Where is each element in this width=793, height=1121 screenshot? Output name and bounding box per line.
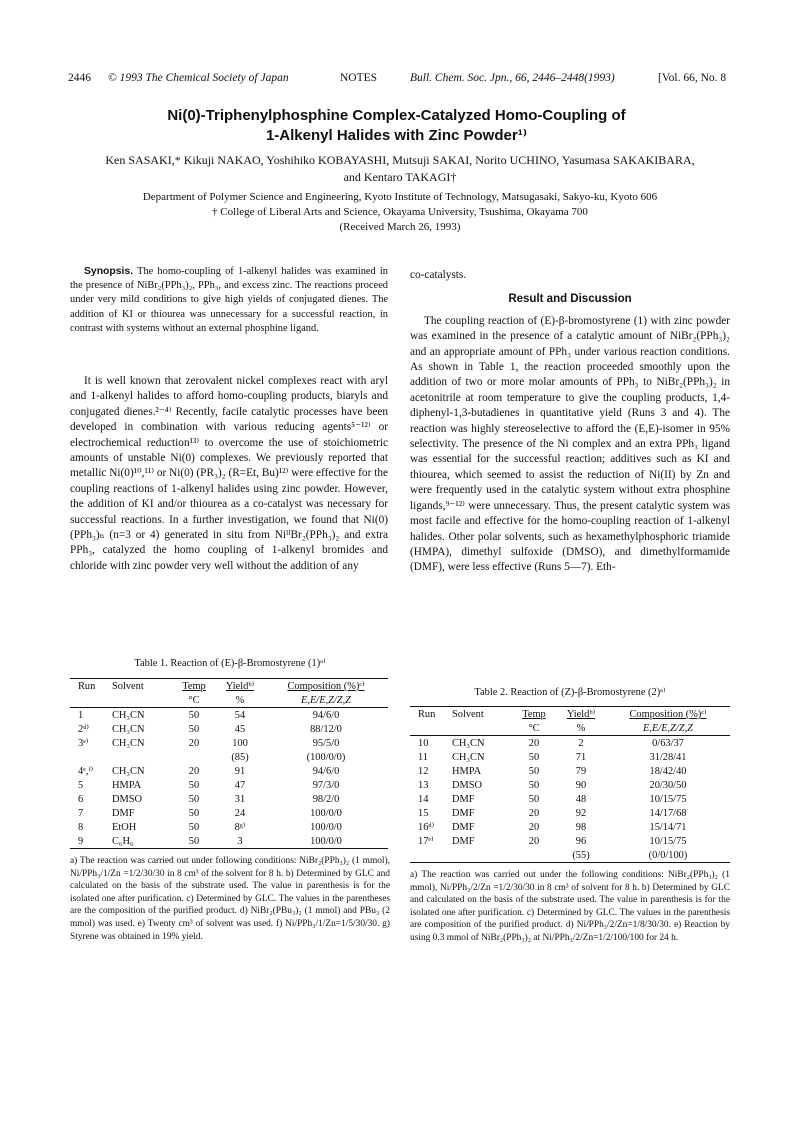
table-row (410, 750, 730, 764)
table-row-cell: 50 (188, 779, 200, 791)
table-units-row-cell: °C (172, 693, 216, 708)
table-row-cell: 14/17/68 (649, 807, 687, 819)
table-header-row-cell: Temp (512, 707, 556, 722)
table-2-footnotes: a) The reaction was carried out under the following conditions: NiBr₂(PPh₃)₂ (1 mmol), Ni/PPh₃/2/Zn =1/2/30/30 in 8 cm³ of solvent for 8 h. b) Determined by GLC and calculated on the basis of the substrate used. The value in parenthesis is for the isolated one after purification. c) Determined by GLC. The values in the parenthesis are composition of the purified product. d) Ni/PPh₃/2/Zn=1/8/30/30. e) Reaction by using 0.3 mmol of NiBr₂(PPh₃)₂ at Ni/PPh₃/2/Zn=1/2/100/100 for 24 h. (410, 870, 730, 943)
affiliations (70, 190, 730, 235)
table-row-cell: 12 (418, 765, 429, 777)
table-row-cell: 47 (234, 779, 246, 791)
table-row (410, 820, 730, 834)
authors-line-2: and Kentaro TAKAGI† (343, 170, 457, 184)
table-row (410, 806, 730, 820)
title-line-1: Ni(0)-Triphenylphosphine Complex-Catalyzed Homo-Coupling of (167, 107, 626, 124)
results-paragraph: The coupling reaction of (E)-β-bromostyrene (1) with zinc powder was examined in the presence of a catalytic amount of NiBr₂(PPh₃)₂ and an appropriate amount of PPh₃ under various reaction conditions. As shown in Table 1, the reaction proceeded smoothly upon the addition of two or more molar amounts of PPh₃ to NiBr₂(PPh₃)₂ in acetonitrile at room temperature to give the coupling products, 1,4-diphenyl-1,3-butadienes in quantitative yield (Runs 3 and 4). The reaction was highly stereoselective to afford the (E,E)-isomer in 95% selectivity. The presence of the Ni complex and an extra PPh₃ ligand was essential for the successful reaction; additives such as KI and thiourea, which seemed to assist the reduction of Ni(II) by Zn and were frequently used in the catalytic system without extra phosphine ligands,⁹⁻¹²⁾ were unnecessary. Thus, the present catalytic system was most facile and effective for the homo-coupling reaction of 1-alkenyl halides. Other polar solvents, such as hexamethylphosphoric triamide (HMPA), dimethyl sulfoxide (DMSO), and dimethylformamide (DMF), were less effective (Runs 5—7). Eth- (410, 314, 730, 574)
table-2 (410, 706, 730, 863)
table-row-cell: 14 (418, 793, 429, 805)
table-row-cell: 2ᵈ⁾ (78, 724, 89, 735)
table-row (70, 750, 388, 764)
intro-column (70, 374, 388, 574)
table-row (410, 792, 730, 806)
table-row (70, 736, 388, 750)
table-units-row-cell (450, 721, 512, 736)
table-row (70, 778, 388, 792)
table-units-row-cell (70, 693, 110, 708)
table-row-cell: 94/6/0 (312, 765, 340, 777)
table-header-row-cell: Run (70, 679, 110, 694)
table-row-cell: (85) (231, 751, 249, 763)
intro-paragraph: It is well known that zerovalent nickel complexes react with aryl and 1-alkenyl halides to afford homo-coupling products, biaryls and conjugated dienes.²⁻⁴⁾ Recently, facile catalytic processes have been developed in combination with various reducing agents⁵⁻¹²⁾ or electrochemical reduction¹³⁾ to overcome the use of stoichiometric amounts of unstable Ni(0) complexes. We previously reported that metallic Ni(0)¹⁰,¹¹⁾ or Ni(0) (PR₃)₂ (R=Et, Bu)¹²⁾ were effective for the coupling reactions of 1-alkenyl halides using zinc powder. However, the addition of KI and/or thiourea as a co-catalyst was necessary for successful reactions. In a further investigation, we found that Ni(0) (PPh₃)ₙ (n=3 or 4) generated in situ from NiᴵᴵBr₂(PPh₃)₂ and extra PPh₃, catalyzed the homo coupling of 1-alkenyl bromides and chloride with zinc powder very well without the addition of any (70, 375, 388, 572)
synopsis-text: The homo-coupling of 1-alkenyl halides was examined in the presence of NiBr₂(PPh₃)₂, PPh₃, and excess zinc. The reactions proceed under very mild conditions to give high yields of conjugated dienes. The addition of KI or thiourea was unnecessary for a successful reaction, in contrast with systems without an external phosphine ligand. (70, 266, 388, 334)
table-units-row-cell: E,E/E,Z/Z,Z (606, 721, 730, 736)
continuation-text: co-catalysts. (410, 269, 467, 281)
table-row-cell: 100/0/0 (264, 834, 388, 849)
table-row-cell: CH₃CN (112, 709, 145, 721)
table-row-cell: 50 (528, 793, 540, 805)
table-row (70, 792, 388, 806)
table-row-cell: (0/0/100) (606, 848, 730, 863)
table-row-cell: HMPA (112, 779, 142, 791)
table-row-cell: 8 (78, 821, 84, 833)
table-header-row-cell: Temp (172, 679, 216, 694)
table-row-cell: 20 (528, 807, 540, 819)
table-1-caption: Table 1. Reaction of (E)-β-Bromostyrene (1)ᵃ⁾ (134, 658, 326, 669)
table-row-cell: 90 (575, 779, 587, 791)
table-header-row (410, 707, 730, 722)
page-number: 2446 (68, 72, 91, 84)
table-row-cell: 92 (575, 807, 587, 819)
synopsis-label: Synopsis. (84, 266, 134, 277)
table-row-cell: 96 (575, 835, 587, 847)
table-row-cell: 31/28/41 (649, 751, 687, 763)
table-units-row-cell (410, 721, 450, 736)
table-row-cell: CH₃CN (112, 723, 145, 735)
table-row-cell: 20 (188, 765, 200, 777)
table-row-cell: 98/2/0 (312, 793, 340, 805)
affiliation-1: Department of Polymer Science and Engineering, Kyoto Institute of Technology, Matsugasaki, Sakyo-ku, Kyoto 606 (142, 191, 658, 203)
table-row-cell: 2 (578, 737, 584, 749)
table-row-cell: 95/5/0 (312, 737, 340, 749)
table-row-cell: 0/63/37 (652, 737, 684, 749)
table-row-cell: 50 (188, 709, 200, 721)
table-row-cell: C₆H₆ (110, 834, 172, 849)
table-row-cell (110, 750, 172, 764)
table-row (70, 834, 388, 849)
title-line-2: 1-Alkenyl Halides with Zinc Powder¹⁾ (265, 127, 528, 144)
authors-line-1: Ken SASAKI,* Kikuji NAKAO, Yoshihiko KOBAYASHI, Mutsuji SAKAI, Norito UCHINO, Yasumasa SAKAKIBARA, (105, 153, 695, 167)
table-row-cell: (55) (556, 848, 606, 863)
table-row-cell: 24 (234, 807, 246, 819)
volume-label: [Vol. 66, No. 8 (658, 72, 727, 84)
table-row-cell: 88/12/0 (310, 723, 342, 735)
table-row-cell: 10/15/75 (649, 835, 687, 847)
table-row (410, 736, 730, 751)
table-row-cell: 50 (188, 723, 200, 735)
table-units-row-cell: % (556, 721, 606, 736)
table-row-cell: 1 (78, 709, 84, 721)
table-row (70, 820, 388, 834)
table-row-cell: CH₃CN (112, 765, 145, 777)
table-row-cell: 15 (418, 807, 429, 819)
table-row-cell: 20 (188, 737, 200, 749)
table-row-cell: (100/0/0) (306, 751, 346, 763)
table-row-cell: 13 (418, 779, 429, 791)
table-row-cell: DMF (452, 793, 475, 805)
table-row-cell: 48 (575, 793, 587, 805)
received-date: (Received March 26, 1993) (339, 221, 461, 233)
table-row-cell: 20 (528, 835, 540, 847)
table-row-cell (70, 750, 110, 764)
table-row-cell: 20/30/50 (649, 779, 687, 791)
table-row-cell (410, 848, 450, 863)
table-row (410, 834, 730, 848)
table-units-row-cell (110, 693, 172, 708)
table-row-cell: 20 (528, 737, 540, 749)
table-row-cell: 5 (78, 779, 84, 791)
author-list (70, 152, 730, 186)
table-1-block (70, 657, 390, 943)
table-header-row (70, 679, 388, 694)
table-row-cell: 100/0/0 (310, 821, 342, 833)
table-row-cell: DMSO (112, 793, 143, 805)
table-row-cell: CH₃CN (452, 751, 485, 763)
table-row (70, 806, 388, 820)
table-row-cell: 3ᵉ⁾ (78, 738, 89, 749)
table-row-cell: 50 (188, 807, 200, 819)
table-row-cell: 10/15/75 (649, 793, 687, 805)
table-row-cell: 10 (418, 737, 429, 749)
table-row-cell: 50 (188, 821, 200, 833)
table-row-cell: EtOH (112, 821, 137, 833)
table-header-row-cell: Composition (%)ᶜ⁾ (606, 707, 730, 722)
table-row-cell: 4ᵉ,ᶠ⁾ (78, 766, 94, 777)
table-row-cell: 50 (172, 834, 216, 849)
results-heading: Result and Discussion (508, 293, 632, 306)
table-row-cell: HMPA (452, 765, 482, 777)
table-row-cell: 94/6/0 (312, 709, 340, 721)
table-row-cell: 50 (528, 751, 540, 763)
table-row-cell: DMF (452, 821, 475, 833)
affiliation-2: † College of Liberal Arts and Science, Okayama University, Tsushima, Okayama 700 (212, 206, 588, 218)
table-row-cell: DMF (452, 807, 475, 819)
table-row-cell: 91 (234, 765, 246, 777)
table-row-cell: 50 (188, 793, 200, 805)
table-row-cell: DMSO (452, 779, 483, 791)
table-row-cell: 20 (528, 821, 540, 833)
table-row-cell: CH₃CN (452, 737, 485, 749)
table-header-row-cell: Yieldᵇ⁾ (556, 707, 606, 722)
table-row-cell: 50 (528, 765, 540, 777)
table-header-row-cell: Yieldᵇ⁾ (216, 679, 264, 694)
table-2-caption: Table 2. Reaction of (Z)-β-Bromostyrene (2)ᵃ⁾ (474, 687, 666, 698)
table-2-block (410, 686, 730, 945)
table-row-cell: 15/14/71 (649, 821, 687, 833)
table-header-row-cell: Solvent (110, 679, 172, 694)
running-header (68, 72, 731, 90)
table-row-cell: DMF (452, 835, 475, 847)
table-row-cell: 7 (78, 807, 84, 819)
table-row-cell (172, 750, 216, 764)
table-row-cell: 97/3/0 (312, 779, 340, 791)
table-row (70, 764, 388, 778)
table-units-row-cell: % (216, 693, 264, 708)
table-row-cell (450, 848, 512, 863)
table-header-row-cell: Solvent (450, 707, 512, 722)
table-1-footnotes: a) The reaction was carried out under following conditions: NiBr₂(PPh₃)₂ (1 mmol), Ni/PPh₃/1/Zn =1/2/30/30 in 8 cm³ of the solvent for 8 h. b) Determined by GLC and calculated on the basis of the substrate used. The value in parenthesis is for the isolated one after purification. c) Determined by GLC. The values in the parentheses are the composition of the purified product. d) NiBr₂(PBu₃)₂ (1 mmol) and PBu₃ (2 mmol) was used. e) Twenty cm³ of solvent was used. f) Ni/PPh₃/1/Zn=1/5/30/30. g) Styrene was obtained in 19% yield. (70, 856, 390, 942)
right-column (410, 268, 730, 576)
table-header-row-cell: Composition (%)ᶜ⁾ (264, 679, 388, 694)
table-row-cell: 6 (78, 793, 84, 805)
table-row (70, 708, 388, 723)
table-units-row-cell: °C (512, 721, 556, 736)
table-row-cell: 11 (418, 751, 429, 763)
table-row-cell: 31 (234, 793, 246, 805)
table-row-cell: 9 (70, 834, 110, 849)
table-row-cell: 100 (232, 737, 248, 749)
table-row-cell: 16ᵈ⁾ (418, 822, 435, 833)
table-row (70, 722, 388, 736)
table-row-cell (512, 848, 556, 863)
table-row (410, 764, 730, 778)
table-units-row (70, 693, 388, 708)
table-row-cell: 54 (234, 709, 246, 721)
table-row (410, 848, 730, 863)
table-row-cell: 79 (575, 765, 587, 777)
table-row-cell: 45 (234, 723, 246, 735)
table-1 (70, 678, 388, 849)
table-row (410, 778, 730, 792)
table-row-cell: 50 (528, 779, 540, 791)
table-row-cell: 100/0/0 (310, 807, 342, 819)
table-units-row (410, 721, 730, 736)
table-units-row-cell: E,E/E,Z/Z,Z (264, 693, 388, 708)
journal-citation: Bull. Chem. Soc. Jpn., 66, 2446–2448(1993) (410, 72, 615, 84)
table-row-cell: CH₃CN (112, 737, 145, 749)
table-row-cell: 71 (575, 751, 587, 763)
table-row-cell: 18/42/40 (649, 765, 687, 777)
table-row-cell: 8ᵍ⁾ (234, 822, 246, 833)
table-row-cell: 3 (216, 834, 264, 849)
article-title (60, 106, 733, 146)
table-row-cell: 17ᵉ⁾ (418, 836, 434, 847)
copyright-notice: © 1993 The Chemical Society of Japan (108, 72, 289, 84)
table-header-row-cell: Run (410, 707, 450, 722)
section-label: NOTES (340, 72, 378, 84)
table-row-cell: 98 (575, 821, 587, 833)
table-row-cell: DMF (112, 807, 135, 819)
synopsis (70, 265, 388, 336)
